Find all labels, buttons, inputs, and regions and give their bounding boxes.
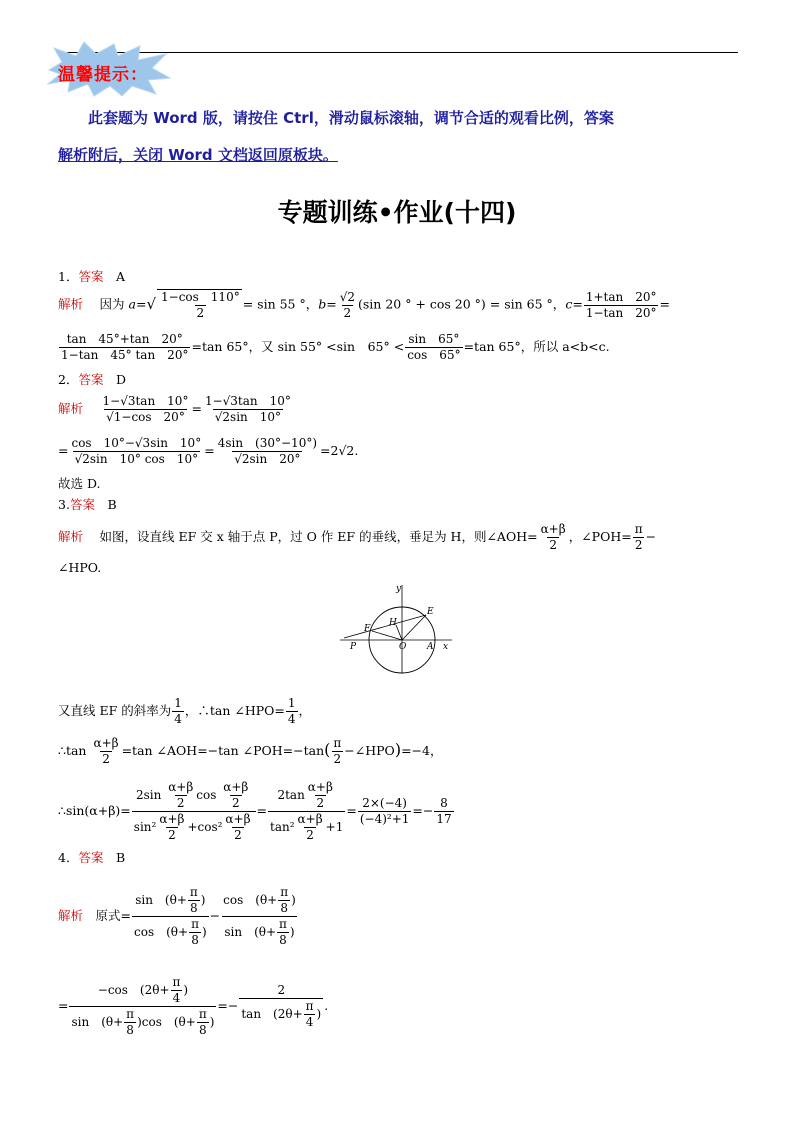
fig-label-e: E — [427, 607, 434, 617]
q1-analysis-label: 解析 — [58, 296, 84, 312]
q2-number: 2． — [58, 372, 79, 387]
q4-answer-value: B — [115, 850, 126, 865]
q4-analysis-line1: 解析 原式= sin (θ+ $\frac{\pi}{8}$ ) cos (θ+ $\frac{\pi}{8}$ ) − cos (θ+ $\frac{\pi}{8}$ ) sin (θ+ $\frac{\pi}{8}$ ) — [58, 885, 296, 947]
fig-label-y: y — [396, 584, 402, 594]
q4-answer — [58, 850, 125, 866]
notice-title: 温馨提示： — [58, 65, 148, 85]
q3-tan3-text: =−4， — [401, 743, 443, 758]
q1-answer-value: A — [115, 269, 126, 284]
q3-tan-text: ∴tan — [58, 743, 87, 758]
q1-analysis-line2: $\frac{\tan 45^\circ+\tan 20^\circ}{1-\tan 45^\circ \tan 20^\circ}$ =tan 65°，又 sin 55° <sin 65° < $\frac{\sin 65^\circ}{\cos 65^\circ}$ =tan 65°，所以 a<b<c. — [61, 332, 610, 362]
q3-analysis-line1: 解析 如图，设直线 EF 交 x 轴于点 P，过 O 作 EF 的垂线，垂足为 H，则∠AOH= $\frac{\alpha+\beta}{2}$ ，∠POH= $\frac{\pi}{2}$ − — [58, 522, 657, 552]
notice-text — [58, 100, 740, 174]
q1-conclusion: ，所以 a<b<c. — [520, 339, 610, 354]
q3-slope-text: 又直线 EF 的斜率为 — [58, 703, 172, 718]
q4-number: 4． — [58, 850, 79, 865]
q1-tan65: =tan 65° — [191, 339, 249, 354]
q1-because: 因为 — [99, 296, 125, 312]
q2-result: =2√2. — [320, 443, 359, 458]
q1-tan65b: =tan 65° — [463, 339, 521, 354]
notice-line-2: 解析附后，关闭 Word 文档返回原板块。 — [58, 146, 338, 164]
q3-answer — [58, 497, 117, 513]
fig-label-p: P — [350, 642, 357, 652]
q1-compare: ，又 sin 55° <sin 65° < — [248, 339, 405, 354]
q1-number: 1． — [58, 269, 79, 284]
fig-label-a: A — [427, 642, 434, 652]
q2-analysis-line1: 解析 $\frac{1-√3\tan 10^\circ}{√1-\cos 20^\circ}$ = $\frac{1-√3\tan 10^\circ}{√2\sin 10^\circ}$ — [58, 394, 291, 424]
q3-slope-line: 又直线 EF 的斜率为 $\frac{1}{4}$ ，∴tan ∠HPO= $\frac{1}{4}$ ， — [58, 696, 312, 726]
fig-label-f: F — [364, 624, 371, 634]
q1-analysis-line1: 解析 因为 a=√ $\frac{1-\cos 110^\circ}{2}$ = sin 55 °，b= $\frac{√2}{2}$ (sin 20 ° + cos 20 °) = sin 65 °，c= $\frac{1+\tan 20^\circ}{1-\tan 20^\circ}$ = — [58, 289, 670, 320]
q3-line1b-text: ，∠POH= — [568, 529, 632, 544]
unit-circle-figure — [340, 583, 452, 675]
q1-b-expr: (sin 20 ° + cos 20 °) = sin 65 ° — [358, 296, 553, 312]
q4-analysis-line2: = −cos (2θ+ $\frac{\pi}{4}$ ) sin (θ+ $\frac{\pi}{8}$ )cos (θ+ $\frac{\pi}{8}$ ) =− 2 tan (2θ+ $\frac{\pi}{4}$ ) . — [58, 975, 329, 1037]
fig-label-x: x — [443, 642, 449, 652]
q3-line1-text: 如图，设直线 EF 交 x 轴于点 P，过 O 作 EF 的垂线，垂足为 H，则∠AOH= — [99, 529, 538, 544]
fig-label-h: H — [389, 618, 397, 628]
q2-answer-label: 答案 — [78, 372, 104, 387]
notice-line-1: 此套题为 Word 版，请按住 Ctrl，滑动鼠标滚轴，调节合适的观看比例，答案 — [88, 109, 614, 127]
q3-number: 3. — [58, 497, 70, 512]
q2-answer — [58, 372, 126, 388]
q1-sin55: = sin 55 ° — [242, 296, 306, 312]
q3-answer-value: B — [107, 497, 117, 512]
q3-line2: ∠HPO. — [58, 560, 102, 575]
q1-answer — [58, 269, 125, 285]
q3-sin-text: ∴sin(α+β)= — [58, 803, 131, 818]
q4-original-expr: 原式= — [95, 908, 132, 923]
q2-analysis-line2: = $\frac{\cos 10^\circ-√3\sin 10^\circ}{√2\sin 10^\circ \cos 10^\circ}$ = $\frac{4\sin (30^\circ-10^\circ)}{√2\sin 20^\circ}$ =2√2. — [58, 436, 359, 466]
q3-answer-label: 答案 — [69, 497, 95, 512]
q2-choose: 故选 D. — [58, 476, 101, 491]
q4-answer-label: 答案 — [78, 850, 104, 865]
q2-analysis-label: 解析 — [58, 401, 84, 416]
q2-answer-value: D — [115, 372, 127, 387]
fig-label-o: O — [399, 642, 407, 652]
q3-final-eq: =− — [412, 803, 434, 818]
q3-sin-line: ∴sin(α+β)= 2sin $\frac{\alpha+\beta}{2}$ cos $\frac{\alpha+\beta}{2}$ sin² $\frac{\alpha+\beta}{2}$ +cos² $\frac{\alpha+\beta}{2}$ = 2tan $\frac{\alpha+\beta}{2}$ tan² $\frac{\alpha+\beta}{2}$ +1 = $\frac{2\times(-4)}{\text{(−4)²+1}}$ =− $\frac{8}{17}$ — [58, 780, 452, 842]
q3-tan-line: ∴tan $\frac{\alpha+\beta}{2}$ =tan ∠AOH=−tan ∠POH=−tan( $\frac{\pi}{2}$ −∠HPO)=−4， — [58, 736, 443, 766]
q4-analysis-label: 解析 — [58, 908, 84, 923]
q3-tan2-text: =tan ∠AOH=−tan ∠POH=−tan — [121, 743, 325, 758]
q3-analysis-label: 解析 — [58, 529, 84, 544]
document-title: 专题训练•作业(十四) — [277, 198, 517, 227]
q1-answer-label: 答案 — [78, 269, 104, 284]
q3-slope2-text: ，∴tan ∠HPO= — [184, 703, 285, 718]
